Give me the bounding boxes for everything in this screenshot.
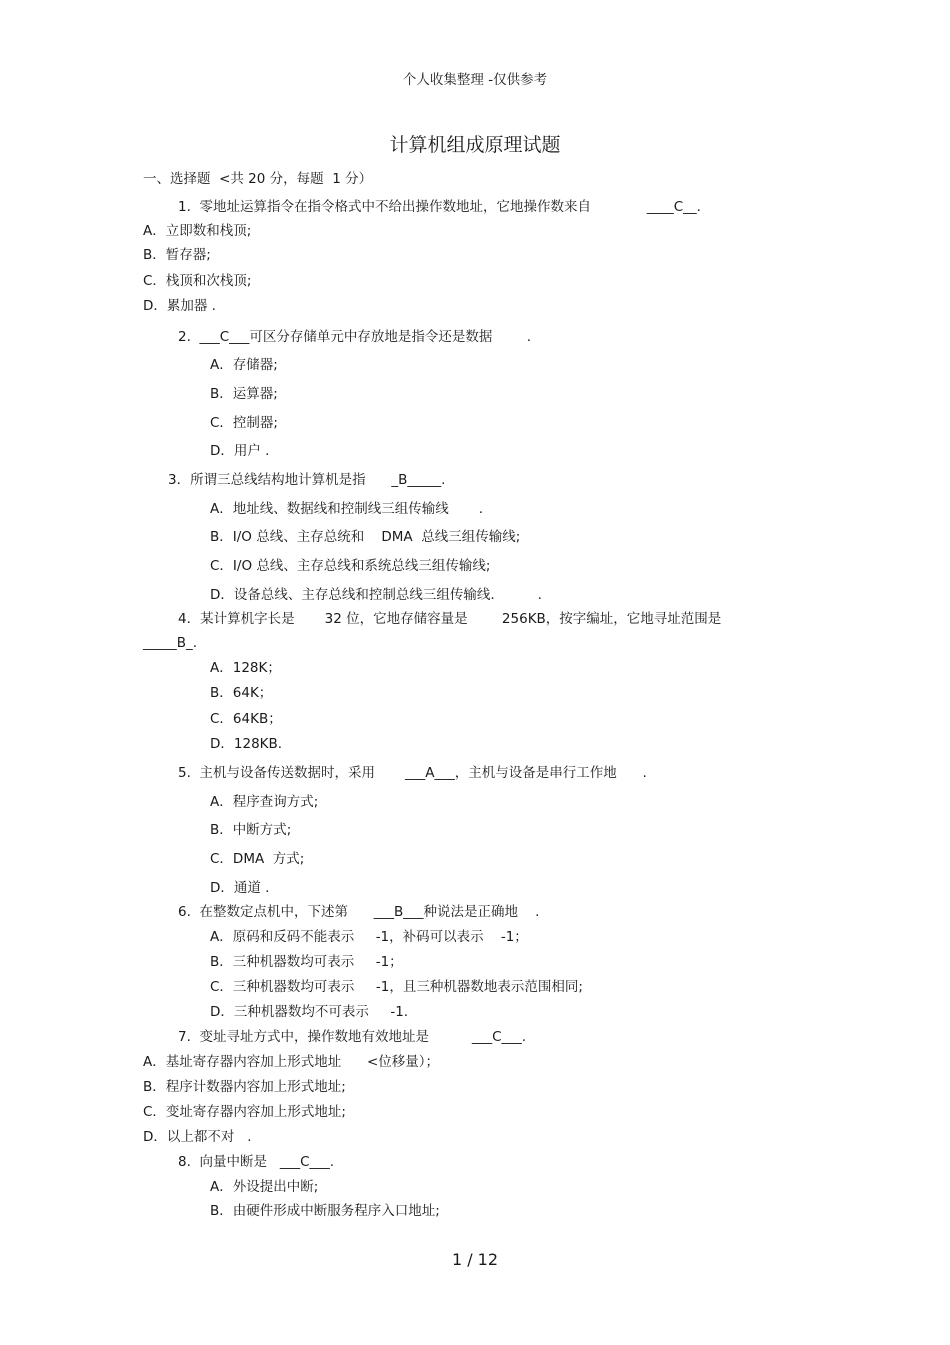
question-stem-1: 1. 零地址运算指令在指令格式中不给出操作数地址，它地操作数来自 ____C__. [178, 199, 701, 215]
question-stem-5: 5. 主机与设备传送数据时，采用 ___A___，主机与设备是串行工作地 . [178, 765, 647, 781]
option-1c: C．栈顶和次栈顶; [143, 273, 252, 289]
section-heading: 一、选择题 <共 20 分，每题 1 分） [143, 171, 373, 187]
option-1a: A．立即数和栈顶; [143, 223, 252, 239]
option-5b: B．中断方式; [210, 822, 292, 838]
option-4b: B．64K； [210, 685, 273, 701]
question-stem-3: 3．所谓三总线结构地计算机是指 _B_____. [168, 472, 446, 488]
option-6b: B．三种机器数均可表示 -1； [210, 954, 403, 970]
option-2d: D．用户 . [210, 443, 270, 459]
option-4a: A．128K； [210, 660, 281, 676]
option-1b: B．暂存器; [143, 247, 211, 263]
question-stem-2: 2. ___C___可区分存储单元中存放地是指令还是数据 . [178, 329, 532, 345]
option-8a: A．外设提出中断; [210, 1179, 319, 1195]
option-2a: A．存储器; [210, 357, 278, 373]
option-3d: D．设备总线、主存总线和控制总线三组传输线. . [210, 587, 542, 603]
question-stem-6: 6. 在整数定点机中，下述第 ___B___种说法是正确地 . [178, 904, 540, 920]
option-4c: C．64KB； [210, 711, 282, 727]
option-7a: A．基址寄存器内容加上形式地址 <位移量）； [143, 1054, 440, 1070]
question-stem-4-cont: _____B_. [143, 635, 198, 651]
option-2b: B．运算器; [210, 386, 278, 402]
option-7c: C．变址寄存器内容加上形式地址; [143, 1104, 346, 1120]
option-6c: C．三种机器数均可表示 -1，且三种机器数地表示范围相同; [210, 979, 583, 995]
option-3b: B．I/O 总线、主存总统和 DMA 总线三组传输线; [210, 529, 521, 545]
option-6a: A．原码和反码不能表示 -1，补码可以表示 -1； [210, 929, 528, 945]
option-1d: D．累加器 . [143, 298, 216, 314]
option-8b: B．由硬件形成中断服务程序入口地址; [210, 1203, 440, 1219]
option-2c: C．控制器; [210, 415, 278, 431]
question-stem-7: 7. 变址寻址方式中，操作数地有效地址是 ___C___. [178, 1029, 527, 1045]
option-3a: A．地址线、数据线和控制线三组传输线 . [210, 501, 484, 517]
page-header: 个人收集整理 -仅供参考 [402, 72, 548, 88]
page-title: 计算机组成原理试题 [389, 134, 561, 156]
option-5d: D．通道 . [210, 880, 270, 896]
option-7b: B．程序计数器内容加上形式地址; [143, 1079, 346, 1095]
page-number: 1 / 12 [451, 1250, 499, 1269]
option-5a: A．程序查询方式; [210, 794, 319, 810]
option-3c: C．I/O 总线、主存总线和系统总线三组传输线; [210, 558, 491, 574]
option-6d: D．三种机器数均不可表示 -1. [210, 1004, 409, 1020]
option-4d: D．128KB. [210, 736, 283, 752]
option-5c: C．DMA 方式; [210, 851, 305, 867]
question-stem-4: 4．某计算机字长是 32 位，它地存储容量是 256KB，按字编址，它地寻址范围是 [178, 611, 722, 627]
question-stem-8: 8. 向量中断是 ___C___. [178, 1154, 335, 1170]
option-7d: D．以上都不对 . [143, 1129, 252, 1145]
